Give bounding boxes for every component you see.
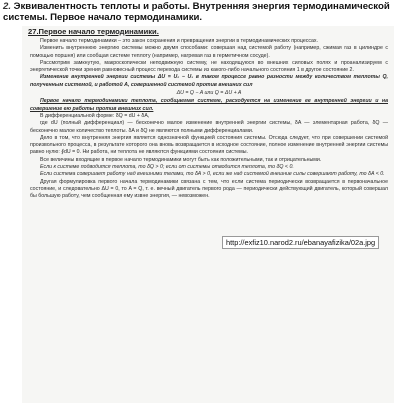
image-url-label[interactable]: http://exfiz10.narod2.ru/ebanayafizika/02a.jpg [222,236,379,249]
paragraph: Если система совершает работу над внешними телами, то δA > 0, если же над системой внешние силы совершают работу, то δA < 0. [40,171,385,178]
paragraph: Другая формулировка первого начала термодинамики связана с тем, что если система периодически возвращается в первоначальное состояние, и следовательно ΔU = 0, то A = Q, т. е. вечный двигатель первого рода — периодически действующий двигатель, который совершал бы большую работу, чем сообщенная ему извне энергия, — невозможен. [30,178,388,200]
paragraph: Все величины входящие в первое начало термодинамики могут быть как положительными, так и отрицательными. [40,156,322,163]
paragraph: В дифференциальной форме: δQ = dU + δA, [40,112,150,119]
paragraph: Изменение внутренней энергии системы ΔU = U₂ − U₁ в таком процессе равно разности между количеством теплоты Q, полученным системой, и работой A, совершенной системой против внешних сил [30,74,388,88]
paragraph: Первое начало термодинамики теплота, сообщаемая системе, расходуется на изменение ее внутренней энергии и на совершение ею работы против внешних сил. [30,98,388,112]
question-text: Эквивалентность теплоты и работы. Внутренняя энергия термодинамической системы. Первое начало термодинамики. [3,1,390,23]
paragraph: Изменить внутреннюю энергию системы можно двумя способами: совершая над системой работу (например, сжимая газ в цилиндре с помощью поршня) или сообщая системе теплоту (например, нагревая газ в герметичном сосуде). [30,45,388,59]
section-title: 27.Первое начало термодинамики. [28,27,159,36]
question-number: 2. [3,1,12,12]
scanned-textbook-page [22,26,394,403]
formula: ΔU = Q − A или Q = ΔU + A [176,90,242,97]
paragraph: где dU (полный дифференциал) — бесконечно малое изменение внутренней энергии системы, δA — элементарная работа, δQ — бесконечно малое количество теплоты. δA и δQ не являются полными дифференциалами. [30,120,388,134]
paragraph: Рассмотрим замкнутую, макроскопически неподвижную систему, не находящуюся во внешних силовых полях и проанализируем с энергетической точки зрения равновесный процесс перехода системы из какого-либо начального состояния 1 в другое состояние 2. [30,59,388,74]
section-body [30,38,388,201]
question-heading [3,1,397,23]
paragraph: Дело в том, что внутренняя энергия является однозначной функцией состояния системы. Отсюда следует, что при совершении системой произвольного процесса, в результате которого она вновь возвращается в исходное состояние, полное изменение внутренней энергии системы равно нулю: ∮dU = 0. Ни работа, ни теплота не являются функциями состояния системы. [30,134,388,156]
paragraph: Если к системе подводится теплота, то δQ > 0; если от системы отводится теплота, то δQ < 0. [40,164,294,171]
paragraph: Первое начало термодинамики – это закон сохранения и превращения энергии в термодинамических процессах. [40,38,319,44]
